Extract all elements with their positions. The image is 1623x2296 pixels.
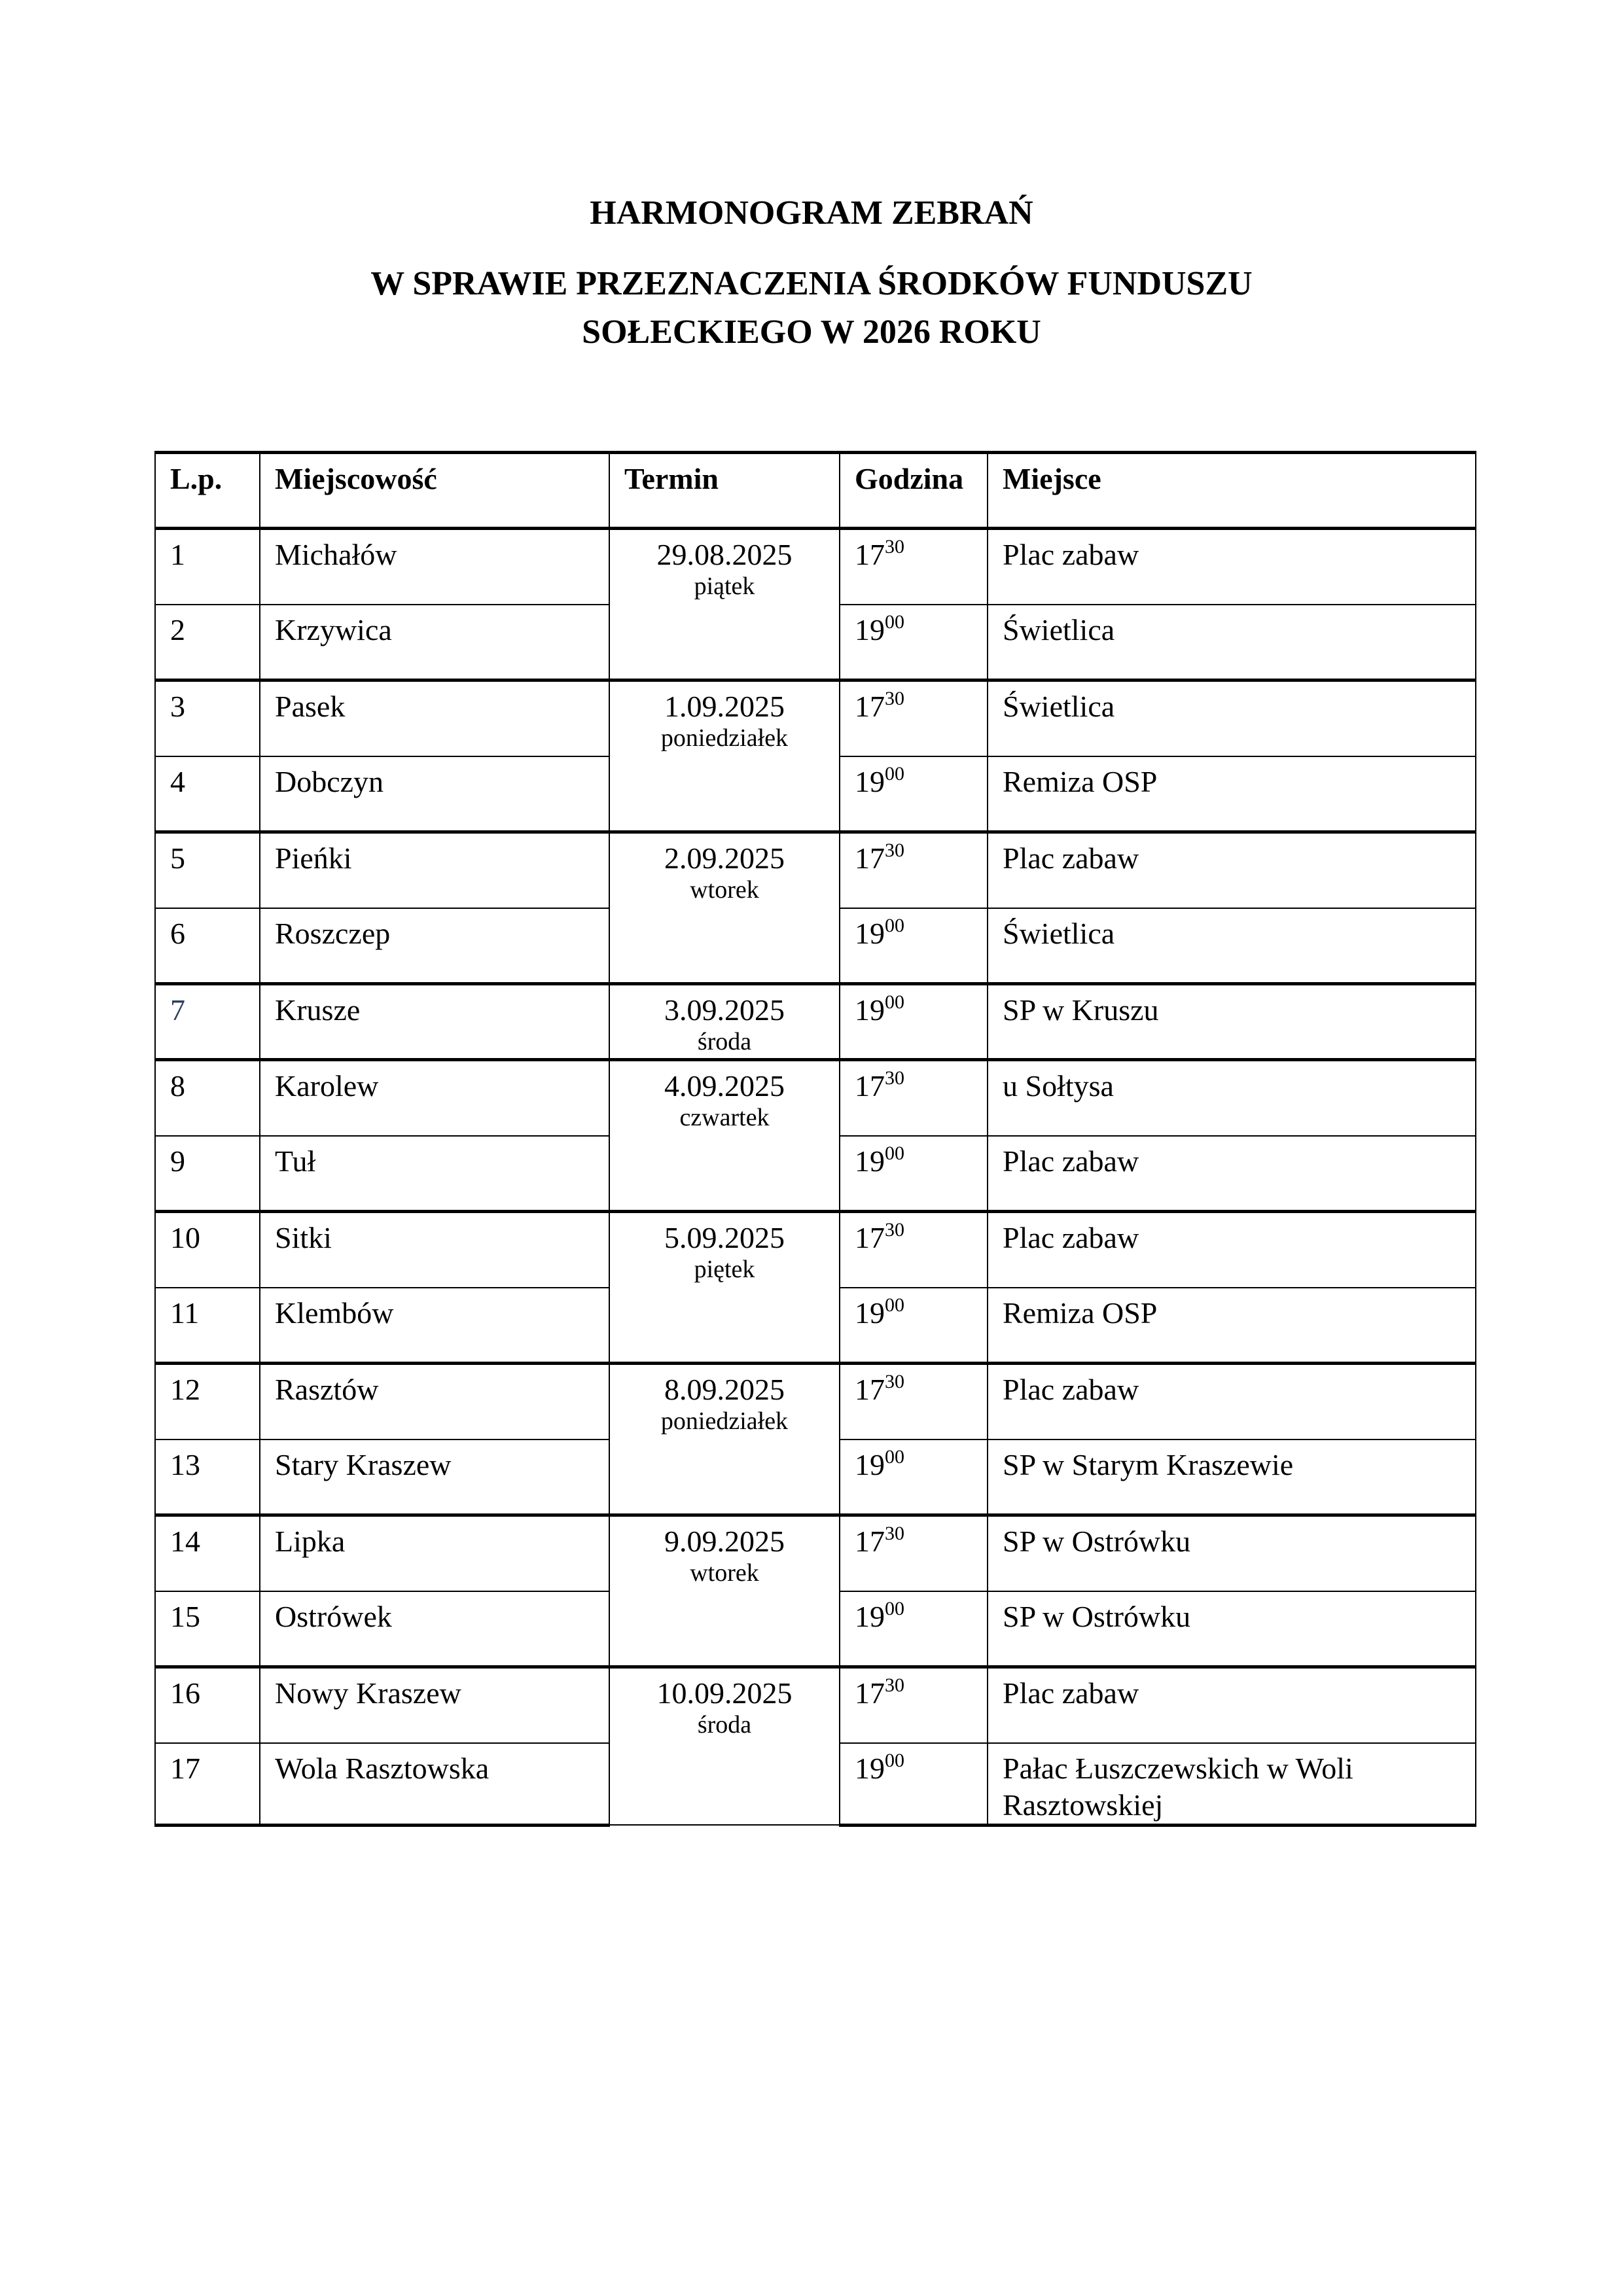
termin-date: 2.09.2025	[664, 841, 785, 875]
cell-lp: 10	[155, 1212, 260, 1288]
godzina-minutes: 00	[885, 1294, 904, 1316]
godzina-minutes: 00	[885, 1749, 904, 1771]
cell-godzina	[840, 1060, 988, 1136]
table-row	[155, 680, 1476, 756]
cell-lp: 16	[155, 1667, 260, 1743]
table-row	[155, 1364, 1476, 1439]
godzina-minutes: 30	[885, 839, 904, 861]
header-lp: L.p.	[155, 453, 260, 529]
cell-miejsce: Plac zabaw	[988, 832, 1476, 908]
cell-lp: 2	[155, 605, 260, 680]
termin-date: 1.09.2025	[664, 690, 785, 723]
godzina-hour: 19	[855, 1144, 885, 1178]
cell-termin	[609, 1060, 840, 1212]
godzina-hour: 19	[855, 612, 885, 646]
header-godzina: Godzina	[840, 453, 988, 529]
cell-miejscowosc: Ostrówek	[260, 1591, 609, 1667]
cell-godzina	[840, 1439, 988, 1515]
page-title: HARMONOGRAM ZEBRAŃ	[590, 194, 1033, 232]
cell-lp: 15	[155, 1591, 260, 1667]
godzina-minutes: 30	[885, 688, 904, 709]
godzina-hour: 17	[855, 1069, 885, 1103]
cell-miejsce: Plac zabaw	[988, 1212, 1476, 1288]
cell-miejsce: Remiza OSP	[988, 1288, 1476, 1364]
cell-miejscowosc: Stary Kraszew	[260, 1439, 609, 1515]
godzina-minutes: 30	[885, 1067, 904, 1089]
godzina-minutes: 00	[885, 610, 904, 633]
cell-godzina	[840, 1212, 988, 1288]
cell-miejsce: SP w Ostrówku	[988, 1515, 1476, 1591]
cell-termin	[609, 832, 840, 984]
cell-miejscowosc: Krzywica	[260, 605, 609, 680]
page-subtitle-line1: W SPRAWIE PRZEZNACZENIA ŚRODKÓW FUNDUSZU	[370, 265, 1253, 302]
table-row	[155, 832, 1476, 908]
cell-lp: 14	[155, 1515, 260, 1591]
termin-date: 4.09.2025	[664, 1069, 785, 1103]
table-row	[155, 1212, 1476, 1288]
godzina-hour: 17	[855, 1373, 885, 1406]
cell-miejsce: SP w Ostrówku	[988, 1591, 1476, 1667]
godzina-hour: 17	[855, 690, 885, 723]
cell-miejsce: Plac zabaw	[988, 529, 1476, 605]
godzina-hour: 17	[855, 841, 885, 875]
termin-date: 10.09.2025	[656, 1676, 793, 1710]
termin-date: 9.09.2025	[664, 1525, 785, 1558]
cell-lp: 3	[155, 680, 260, 756]
table-row	[155, 1060, 1476, 1136]
cell-termin	[609, 1515, 840, 1667]
cell-termin	[609, 1212, 840, 1364]
cell-miejscowosc: Nowy Kraszew	[260, 1667, 609, 1743]
cell-termin	[609, 1667, 840, 1826]
cell-miejsce: Świetlica	[988, 908, 1476, 984]
godzina-hour: 19	[855, 764, 885, 798]
cell-godzina	[840, 1136, 988, 1212]
cell-lp: 17	[155, 1743, 260, 1826]
termin-weekday: wtorek	[690, 876, 759, 904]
cell-miejscowosc: Dobczyn	[260, 756, 609, 832]
termin-weekday: środa	[697, 1711, 752, 1739]
table-row	[155, 529, 1476, 605]
cell-godzina	[840, 908, 988, 984]
cell-miejscowosc: Pieńki	[260, 832, 609, 908]
cell-termin	[609, 680, 840, 832]
godzina-minutes: 00	[885, 1445, 904, 1468]
godzina-hour: 17	[855, 1221, 885, 1254]
godzina-hour: 19	[855, 1447, 885, 1481]
cell-miejsce: Plac zabaw	[988, 1364, 1476, 1439]
godzina-hour: 17	[855, 538, 885, 571]
godzina-hour: 19	[855, 916, 885, 950]
cell-miejsce: Świetlica	[988, 605, 1476, 680]
godzina-hour: 17	[855, 1525, 885, 1558]
cell-miejsce: Remiza OSP	[988, 756, 1476, 832]
cell-miejscowosc: Krusze	[260, 984, 609, 1060]
cell-godzina	[840, 1515, 988, 1591]
cell-miejsce: SP w Starym Kraszewie	[988, 1439, 1476, 1515]
termin-date: 29.08.2025	[656, 538, 793, 571]
godzina-minutes: 00	[885, 914, 904, 936]
cell-lp: 1	[155, 529, 260, 605]
cell-miejscowosc: Wola Rasztowska	[260, 1743, 609, 1826]
header-miejsce: Miejsce	[988, 453, 1476, 529]
cell-godzina	[840, 1591, 988, 1667]
cell-lp: 4	[155, 756, 260, 832]
cell-lp: 9	[155, 1136, 260, 1212]
termin-weekday: środa	[697, 1028, 752, 1055]
cell-termin	[609, 984, 840, 1060]
cell-lp: 12	[155, 1364, 260, 1439]
cell-miejscowosc: Michałów	[260, 529, 609, 605]
cell-lp: 5	[155, 832, 260, 908]
cell-godzina	[840, 1667, 988, 1743]
cell-miejscowosc: Lipka	[260, 1515, 609, 1591]
termin-date: 3.09.2025	[664, 993, 785, 1027]
termin-weekday: piątek	[694, 573, 755, 600]
cell-miejscowosc: Klembów	[260, 1288, 609, 1364]
header-row	[155, 453, 1476, 529]
godzina-minutes: 30	[885, 1219, 904, 1241]
cell-lp: 13	[155, 1439, 260, 1515]
godzina-hour: 19	[855, 1296, 885, 1330]
table-row	[155, 1515, 1476, 1591]
header-miejscowosc: Miejscowość	[260, 453, 609, 529]
cell-lp: 11	[155, 1288, 260, 1364]
godzina-minutes: 00	[885, 1142, 904, 1164]
cell-godzina	[840, 1288, 988, 1364]
cell-miejscowosc: Pasek	[260, 680, 609, 756]
godzina-minutes: 00	[885, 762, 904, 785]
termin-weekday: poniedziałek	[660, 1407, 789, 1435]
page-subtitle-line2: SOŁECKIEGO W 2026 ROKU	[582, 313, 1041, 351]
schedule-table	[154, 451, 1476, 1827]
cell-godzina	[840, 605, 988, 680]
godzina-minutes: 00	[885, 1597, 904, 1619]
cell-godzina	[840, 1364, 988, 1439]
table-row	[155, 984, 1476, 1060]
godzina-minutes: 30	[885, 1523, 904, 1544]
termin-weekday: wtorek	[690, 1559, 759, 1587]
cell-godzina	[840, 984, 988, 1060]
godzina-minutes: 30	[885, 1674, 904, 1696]
cell-godzina	[840, 1743, 988, 1826]
termin-weekday: poniedziałek	[660, 724, 789, 752]
cell-miejscowosc: Rasztów	[260, 1364, 609, 1439]
godzina-hour: 19	[855, 993, 885, 1027]
cell-godzina	[840, 529, 988, 605]
godzina-minutes: 00	[885, 991, 904, 1013]
godzina-minutes: 30	[885, 1371, 904, 1392]
godzina-hour: 19	[855, 1751, 885, 1785]
cell-miejscowosc: Tuł	[260, 1136, 609, 1212]
godzina-hour: 17	[855, 1676, 885, 1710]
header-termin: Termin	[609, 453, 840, 529]
cell-miejsce: Świetlica	[988, 680, 1476, 756]
termin-weekday: piętek	[694, 1256, 755, 1283]
cell-miejscowosc: Karolew	[260, 1060, 609, 1136]
cell-lp: 6	[155, 908, 260, 984]
cell-godzina	[840, 756, 988, 832]
cell-lp: 8	[155, 1060, 260, 1136]
cell-miejscowosc: Sitki	[260, 1212, 609, 1288]
cell-godzina	[840, 680, 988, 756]
cell-termin	[609, 529, 840, 680]
termin-date: 8.09.2025	[664, 1373, 785, 1406]
cell-miejsce: Plac zabaw	[988, 1136, 1476, 1212]
cell-miejsce: Pałac Łuszczewskich w Woli Rasztowskiej	[988, 1743, 1476, 1826]
termin-date: 5.09.2025	[664, 1221, 785, 1254]
cell-godzina	[840, 832, 988, 908]
cell-miejsce: Plac zabaw	[988, 1667, 1476, 1743]
godzina-hour: 19	[855, 1599, 885, 1633]
cell-termin	[609, 1364, 840, 1515]
termin-weekday: czwartek	[679, 1104, 770, 1131]
godzina-minutes: 30	[885, 536, 904, 557]
schedule-body	[155, 529, 1476, 1826]
cell-lp: 7	[155, 984, 260, 1060]
cell-miejsce: u Sołtysa	[988, 1060, 1476, 1136]
table-row	[155, 1667, 1476, 1743]
cell-miejsce: SP w Kruszu	[988, 984, 1476, 1060]
cell-miejscowosc: Roszczep	[260, 908, 609, 984]
